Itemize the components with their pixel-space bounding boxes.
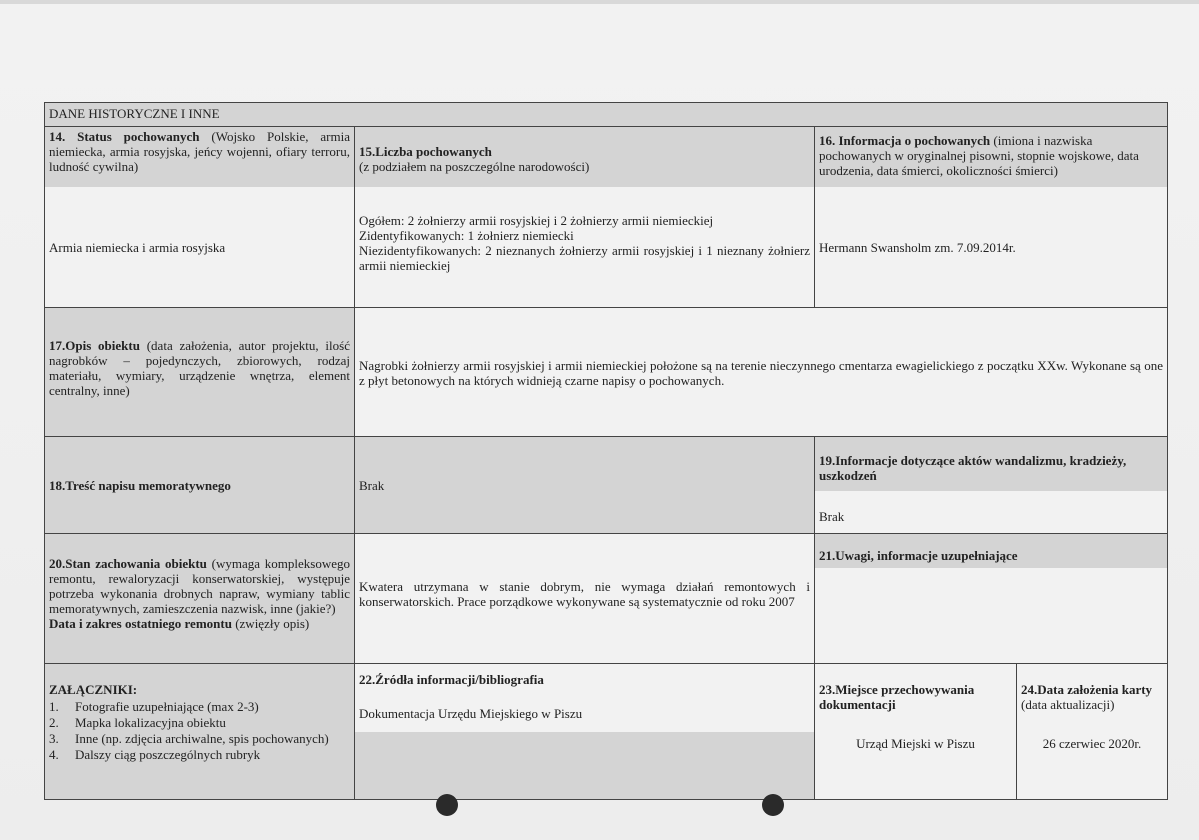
field-19-value: Brak — [819, 509, 845, 524]
field-24-value: 26 czerwiec 2020r. — [1042, 736, 1142, 751]
attachment-item: 3. Inne (np. zdjęcia archiwalne, spis pochowanych) — [49, 731, 329, 746]
field-17-label: 17.Opis obiektu (data założenia, autor projektu, ilość nagrobków – pojedynczych, zbiorowych, rodzaj materiału, wymiary, urządzenie wnętrza, element centralny, inne) — [44, 307, 355, 437]
field-15-line2: Zidentyfikowanych: 1 żołnierz niemiecki — [359, 228, 574, 243]
field-14-value: Armia niemiecka i armia rosyjska — [49, 239, 226, 255]
attachments — [44, 663, 355, 800]
field-23-value-box — [815, 722, 1016, 799]
field-24 — [1016, 663, 1168, 800]
field-21 — [814, 533, 1168, 664]
field-22-value: Dokumentacja Urzędu Miejskiego w Piszu — [359, 706, 583, 721]
field-23 — [814, 663, 1017, 800]
attachment-item: 1. Fotografie uzupełniające (max 2-3) — [49, 699, 259, 714]
field-19-value-box — [815, 491, 1167, 533]
field-15 — [354, 126, 815, 308]
field-22-value-box — [355, 696, 814, 732]
field-21-label: 21.Uwagi, informacje uzupełniające — [815, 534, 1167, 568]
binder-hole-left — [436, 794, 458, 816]
field-20-value: Kwatera utrzymana w stanie dobrym, nie wymaga działań remontowych i konserwatorskich. Prace porządkowe wykonywane są systematycznie od roku 2007 — [354, 533, 815, 664]
field-16 — [814, 126, 1168, 308]
attachment-item: 4. Dalszy ciąg poszczególnych rubryk — [49, 747, 261, 762]
field-21-value-box — [815, 568, 1167, 663]
field-16-label: 16. Informacja o pochowanych (imiona i nazwiska pochowanych w oryginalnej pisowni, stopnie wojskowe, data urodzenia, data śmierci, okoliczności śmierci) — [815, 127, 1167, 187]
attachments-label: ZAŁĄCZNIKI: — [49, 682, 138, 697]
section-header — [44, 102, 1168, 127]
binder-hole-right — [762, 794, 784, 816]
field-14-value-box — [45, 187, 354, 307]
field-18-value: Brak — [354, 436, 815, 534]
field-18-label: 18.Treść napisu memoratywnego — [44, 436, 355, 534]
field-19 — [814, 436, 1168, 534]
field-23-value: Urząd Miejski w Piszu — [856, 736, 975, 751]
top-edge — [0, 0, 1199, 4]
field-15-value-box — [355, 187, 814, 307]
field-22-empty — [355, 732, 814, 799]
field-24-value-box — [1017, 722, 1167, 799]
field-15-line3: Niezidentyfikowanych: 2 nieznanych żołnierzy armii rosyjskiej i 1 nieznany żołnierz armii niemieckiej — [359, 243, 810, 273]
field-20-label: 20.Stan zachowania obiektu (wymaga kompleksowego remontu, rewaloryzacji konserwatorskiej, występuje potrzeba wykonania drobnych napraw, wymiany tablic memoratywnych, zamieszczenia nazwisk, inne (jakie?) Data i zakres ostatniego remontu (zwięzły opis) — [44, 533, 355, 664]
field-22 — [354, 663, 815, 800]
section-title: DANE HISTORYCZNE I INNE — [49, 106, 220, 121]
attachment-item: 2. Mapka lokalizacyjna obiektu — [49, 715, 226, 730]
field-14-label: 14. Status pochowanych (Wojsko Polskie, armia niemiecka, armia rosyjska, jeńcy wojenni, ofiary terroru, ludność cywilna) — [45, 127, 354, 187]
field-22-label: 22.Źródła informacji/bibliografia — [355, 664, 814, 696]
field-24-label: 24.Data założenia karty (data aktualizacji) — [1017, 664, 1167, 722]
field-14 — [44, 126, 355, 308]
field-15-line1: Ogółem: 2 żołnierzy armii rosyjskiej i 2 żołnierzy armii niemieckiej — [359, 213, 714, 228]
field-16-value: Hermann Swansholm zm. 7.09.2014r. — [819, 239, 1016, 255]
field-23-label: 23.Miejsce przechowywania dokumentacji — [815, 664, 1016, 722]
field-16-value-box — [815, 187, 1167, 307]
field-15-label: 15.Liczba pochowanych (z podziałem na poszczególne narodowości) — [355, 127, 814, 187]
field-19-label: 19.Informacje dotyczące aktów wandalizmu, kradzieży, uszkodzeń — [815, 437, 1167, 491]
attachments-list — [49, 699, 350, 763]
field-17-value: Nagrobki żołnierzy armii rosyjskiej i armii niemieckiej położone są na terenie nieczynnego cmentarza ewagielickiego z początku XXw. Wykonane są one z płyt betonowych na których widnieją czarne napisy o pochowanych. — [354, 307, 1168, 437]
